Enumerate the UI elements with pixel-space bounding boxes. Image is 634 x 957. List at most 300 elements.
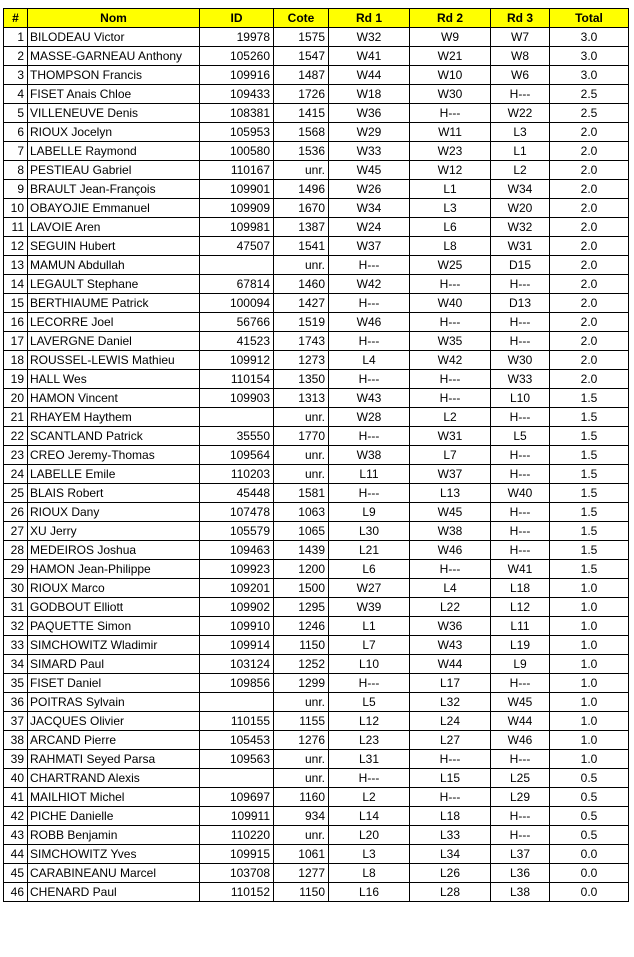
- cell-round-2: W37: [410, 465, 491, 484]
- cell-round-1: W36: [329, 104, 410, 123]
- cell-rating: unr.: [274, 465, 329, 484]
- cell-rank: 30: [4, 579, 28, 598]
- cell-round-3: W8: [491, 47, 550, 66]
- cell-total: 0.0: [550, 883, 629, 902]
- cell-total: 2.5: [550, 85, 629, 104]
- cell-rank: 7: [4, 142, 28, 161]
- cell-round-2: W42: [410, 351, 491, 370]
- cell-rank: 25: [4, 484, 28, 503]
- cell-total: 1.5: [550, 541, 629, 560]
- cell-round-3: H---: [491, 332, 550, 351]
- cell-round-3: H---: [491, 807, 550, 826]
- cell-id: 110203: [200, 465, 274, 484]
- cell-round-1: W44: [329, 66, 410, 85]
- cell-round-2: W43: [410, 636, 491, 655]
- cell-rank: 33: [4, 636, 28, 655]
- cell-rating: 934: [274, 807, 329, 826]
- cell-rank: 31: [4, 598, 28, 617]
- table-row: [4, 199, 629, 218]
- cell-round-1: L1: [329, 617, 410, 636]
- cell-total: 1.5: [550, 522, 629, 541]
- cell-round-1: H---: [329, 294, 410, 313]
- cell-rank: 21: [4, 408, 28, 427]
- cell-rank: 16: [4, 313, 28, 332]
- table-row: [4, 617, 629, 636]
- table-row: [4, 66, 629, 85]
- cell-round-1: W46: [329, 313, 410, 332]
- cell-round-2: L22: [410, 598, 491, 617]
- cell-rank: 38: [4, 731, 28, 750]
- cell-round-2: L27: [410, 731, 491, 750]
- table-row: [4, 370, 629, 389]
- cell-rank: 32: [4, 617, 28, 636]
- cell-total: 2.0: [550, 294, 629, 313]
- cell-total: 3.0: [550, 47, 629, 66]
- cell-name: XU Jerry: [28, 522, 200, 541]
- cell-id: 109563: [200, 750, 274, 769]
- cell-rating: 1743: [274, 332, 329, 351]
- cell-rating: 1500: [274, 579, 329, 598]
- cell-name: MASSE-GARNEAU Anthony: [28, 47, 200, 66]
- cell-total: 1.0: [550, 674, 629, 693]
- cell-rating: 1065: [274, 522, 329, 541]
- cell-round-1: W38: [329, 446, 410, 465]
- cell-rating: 1770: [274, 427, 329, 446]
- cell-id: 110220: [200, 826, 274, 845]
- cell-rating: unr.: [274, 446, 329, 465]
- cell-rank: 44: [4, 845, 28, 864]
- cell-round-2: H---: [410, 560, 491, 579]
- cell-rank: 34: [4, 655, 28, 674]
- cell-round-2: L26: [410, 864, 491, 883]
- cell-total: 1.0: [550, 617, 629, 636]
- cell-round-3: L19: [491, 636, 550, 655]
- cell-round-2: W40: [410, 294, 491, 313]
- cell-round-3: H---: [491, 85, 550, 104]
- cell-round-3: L5: [491, 427, 550, 446]
- header-row: [4, 9, 629, 28]
- cell-rank: 9: [4, 180, 28, 199]
- table-row: [4, 104, 629, 123]
- cell-round-1: W39: [329, 598, 410, 617]
- cell-name: PICHE Danielle: [28, 807, 200, 826]
- cell-total: 1.0: [550, 750, 629, 769]
- cell-rating: 1160: [274, 788, 329, 807]
- cell-id: 100094: [200, 294, 274, 313]
- cell-rating: unr.: [274, 256, 329, 275]
- cell-rank: 1: [4, 28, 28, 47]
- table-row: [4, 85, 629, 104]
- cell-name: ROBB Benjamin: [28, 826, 200, 845]
- cell-id: [200, 769, 274, 788]
- col-header-rank: #: [4, 9, 28, 28]
- cell-round-3: W20: [491, 199, 550, 218]
- table-row: [4, 845, 629, 864]
- cell-name: MEDEIROS Joshua: [28, 541, 200, 560]
- cell-rank: 24: [4, 465, 28, 484]
- cell-round-3: W6: [491, 66, 550, 85]
- table-row: [4, 541, 629, 560]
- cell-id: 109981: [200, 218, 274, 237]
- cell-round-1: H---: [329, 484, 410, 503]
- cell-total: 1.5: [550, 427, 629, 446]
- table-row: [4, 693, 629, 712]
- cell-round-2: L8: [410, 237, 491, 256]
- cell-id: 109697: [200, 788, 274, 807]
- cell-round-3: L18: [491, 579, 550, 598]
- cell-total: 1.0: [550, 731, 629, 750]
- cell-round-3: W34: [491, 180, 550, 199]
- cell-round-3: L3: [491, 123, 550, 142]
- table-row: [4, 674, 629, 693]
- cell-name: PAQUETTE Simon: [28, 617, 200, 636]
- cell-round-2: L33: [410, 826, 491, 845]
- cell-total: 0.5: [550, 826, 629, 845]
- cell-round-1: H---: [329, 769, 410, 788]
- table-row: [4, 503, 629, 522]
- cell-total: 2.0: [550, 180, 629, 199]
- cell-round-1: H---: [329, 427, 410, 446]
- cell-rating: 1581: [274, 484, 329, 503]
- table-row: [4, 826, 629, 845]
- cell-total: 2.0: [550, 313, 629, 332]
- cell-rating: 1427: [274, 294, 329, 313]
- cell-round-1: W32: [329, 28, 410, 47]
- table-row: [4, 275, 629, 294]
- cell-name: BLAIS Robert: [28, 484, 200, 503]
- cell-total: 2.0: [550, 237, 629, 256]
- cell-name: LABELLE Raymond: [28, 142, 200, 161]
- cell-round-1: L6: [329, 560, 410, 579]
- cell-total: 0.5: [550, 788, 629, 807]
- cell-rank: 42: [4, 807, 28, 826]
- cell-id: 109463: [200, 541, 274, 560]
- cell-round-3: L2: [491, 161, 550, 180]
- cell-round-1: L21: [329, 541, 410, 560]
- cell-rank: 41: [4, 788, 28, 807]
- cell-id: 109856: [200, 674, 274, 693]
- cell-round-2: H---: [410, 788, 491, 807]
- cell-id: 67814: [200, 275, 274, 294]
- cell-rating: 1155: [274, 712, 329, 731]
- cell-total: 1.0: [550, 712, 629, 731]
- cell-rating: 1670: [274, 199, 329, 218]
- cell-id: [200, 408, 274, 427]
- cell-rank: 37: [4, 712, 28, 731]
- cell-round-3: L38: [491, 883, 550, 902]
- cell-name: RIOUX Jocelyn: [28, 123, 200, 142]
- cell-total: 3.0: [550, 66, 629, 85]
- cell-id: 109433: [200, 85, 274, 104]
- cell-id: 105260: [200, 47, 274, 66]
- cell-rank: 6: [4, 123, 28, 142]
- cell-rating: 1246: [274, 617, 329, 636]
- cell-total: 2.0: [550, 142, 629, 161]
- table-row: [4, 351, 629, 370]
- table-row: [4, 237, 629, 256]
- cell-round-1: H---: [329, 332, 410, 351]
- cell-round-2: W25: [410, 256, 491, 275]
- table-row: [4, 389, 629, 408]
- table-row: [4, 142, 629, 161]
- cell-id: 109201: [200, 579, 274, 598]
- cell-name: LAVERGNE Daniel: [28, 332, 200, 351]
- cell-total: 3.0: [550, 28, 629, 47]
- cell-round-1: W26: [329, 180, 410, 199]
- cell-rank: 39: [4, 750, 28, 769]
- cell-total: 0.0: [550, 864, 629, 883]
- cell-rank: 43: [4, 826, 28, 845]
- cell-name: LABELLE Emile: [28, 465, 200, 484]
- cell-round-3: L9: [491, 655, 550, 674]
- cell-round-3: W33: [491, 370, 550, 389]
- cell-rating: 1150: [274, 636, 329, 655]
- cell-round-2: W31: [410, 427, 491, 446]
- cell-id: 108381: [200, 104, 274, 123]
- cell-id: 109915: [200, 845, 274, 864]
- table-row: [4, 598, 629, 617]
- cell-id: 109910: [200, 617, 274, 636]
- cell-id: 109911: [200, 807, 274, 826]
- cell-round-1: L11: [329, 465, 410, 484]
- cell-rating: unr.: [274, 408, 329, 427]
- table-row: [4, 161, 629, 180]
- cell-round-1: L8: [329, 864, 410, 883]
- cell-round-3: W31: [491, 237, 550, 256]
- cell-round-3: L29: [491, 788, 550, 807]
- cell-id: 109916: [200, 66, 274, 85]
- cell-round-2: L17: [410, 674, 491, 693]
- cell-round-3: L10: [491, 389, 550, 408]
- cell-name: HAMON Jean-Philippe: [28, 560, 200, 579]
- cell-round-1: W34: [329, 199, 410, 218]
- cell-round-1: L2: [329, 788, 410, 807]
- cell-rank: 35: [4, 674, 28, 693]
- cell-id: 109914: [200, 636, 274, 655]
- cell-rating: 1387: [274, 218, 329, 237]
- cell-rating: 1299: [274, 674, 329, 693]
- col-header-round-3: Rd 3: [491, 9, 550, 28]
- table-row: [4, 123, 629, 142]
- cell-rating: 1277: [274, 864, 329, 883]
- cell-name: GODBOUT Elliott: [28, 598, 200, 617]
- cell-id: 109564: [200, 446, 274, 465]
- cell-round-2: W12: [410, 161, 491, 180]
- cell-rank: 22: [4, 427, 28, 446]
- cell-round-2: L7: [410, 446, 491, 465]
- cell-name: CHENARD Paul: [28, 883, 200, 902]
- cell-name: CARABINEANU Marcel: [28, 864, 200, 883]
- cell-rank: 19: [4, 370, 28, 389]
- cell-name: POITRAS Sylvain: [28, 693, 200, 712]
- cell-total: 1.5: [550, 465, 629, 484]
- cell-id: 109912: [200, 351, 274, 370]
- cell-round-1: L9: [329, 503, 410, 522]
- cell-round-2: W11: [410, 123, 491, 142]
- col-header-total: Total: [550, 9, 629, 28]
- table-row: [4, 636, 629, 655]
- cell-round-3: L11: [491, 617, 550, 636]
- cell-round-3: H---: [491, 408, 550, 427]
- cell-round-3: L12: [491, 598, 550, 617]
- cell-round-3: H---: [491, 674, 550, 693]
- cell-name: LECORRE Joel: [28, 313, 200, 332]
- cell-round-3: H---: [491, 313, 550, 332]
- cell-rating: 1568: [274, 123, 329, 142]
- cell-id: 109902: [200, 598, 274, 617]
- cell-rating: 1726: [274, 85, 329, 104]
- col-header-name: Nom: [28, 9, 200, 28]
- cell-id: 110152: [200, 883, 274, 902]
- cell-id: [200, 256, 274, 275]
- cell-round-2: H---: [410, 389, 491, 408]
- table-row: [4, 560, 629, 579]
- cell-rank: 11: [4, 218, 28, 237]
- cell-rating: 1460: [274, 275, 329, 294]
- cell-round-3: W46: [491, 731, 550, 750]
- cell-rating: 1496: [274, 180, 329, 199]
- cell-round-2: W44: [410, 655, 491, 674]
- table-row: [4, 484, 629, 503]
- cell-rating: 1487: [274, 66, 329, 85]
- cell-name: SIMARD Paul: [28, 655, 200, 674]
- cell-rank: 18: [4, 351, 28, 370]
- table-row: [4, 180, 629, 199]
- cell-name: ROUSSEL-LEWIS Mathieu: [28, 351, 200, 370]
- cell-round-1: H---: [329, 256, 410, 275]
- cell-round-1: L10: [329, 655, 410, 674]
- cell-round-2: W9: [410, 28, 491, 47]
- cell-round-3: W32: [491, 218, 550, 237]
- col-header-id: ID: [200, 9, 274, 28]
- table-row: [4, 788, 629, 807]
- cell-round-2: H---: [410, 750, 491, 769]
- cell-id: 110154: [200, 370, 274, 389]
- table-row: [4, 427, 629, 446]
- cell-rank: 13: [4, 256, 28, 275]
- cell-name: CREO Jeremy-Thomas: [28, 446, 200, 465]
- cell-round-1: W45: [329, 161, 410, 180]
- cell-rating: 1439: [274, 541, 329, 560]
- cell-round-1: L12: [329, 712, 410, 731]
- cell-total: 2.0: [550, 275, 629, 294]
- cell-round-3: D13: [491, 294, 550, 313]
- cell-total: 1.0: [550, 598, 629, 617]
- cell-rank: 8: [4, 161, 28, 180]
- cell-round-2: H---: [410, 275, 491, 294]
- table-body: [4, 28, 629, 902]
- cell-round-3: H---: [491, 465, 550, 484]
- cell-total: 1.5: [550, 560, 629, 579]
- cell-round-2: L34: [410, 845, 491, 864]
- cell-total: 1.0: [550, 636, 629, 655]
- cell-rank: 14: [4, 275, 28, 294]
- cell-round-1: L5: [329, 693, 410, 712]
- cell-rank: 4: [4, 85, 28, 104]
- cell-id: 105953: [200, 123, 274, 142]
- cell-name: FISET Daniel: [28, 674, 200, 693]
- cell-rank: 5: [4, 104, 28, 123]
- cell-name: HALL Wes: [28, 370, 200, 389]
- cell-round-2: H---: [410, 104, 491, 123]
- cell-id: 105579: [200, 522, 274, 541]
- cell-total: 2.0: [550, 161, 629, 180]
- cell-round-3: L1: [491, 142, 550, 161]
- cell-rank: 27: [4, 522, 28, 541]
- cell-id: 109909: [200, 199, 274, 218]
- cell-id: 110167: [200, 161, 274, 180]
- cell-rating: 1273: [274, 351, 329, 370]
- cell-round-1: L7: [329, 636, 410, 655]
- col-header-rating: Cote: [274, 9, 329, 28]
- cell-total: 1.5: [550, 446, 629, 465]
- cell-rank: 17: [4, 332, 28, 351]
- table-row: [4, 864, 629, 883]
- cell-round-3: W40: [491, 484, 550, 503]
- cell-rank: 20: [4, 389, 28, 408]
- table-row: [4, 883, 629, 902]
- cell-rank: 45: [4, 864, 28, 883]
- cell-total: 1.0: [550, 693, 629, 712]
- cell-round-2: W36: [410, 617, 491, 636]
- cell-round-2: L6: [410, 218, 491, 237]
- cell-id: 109903: [200, 389, 274, 408]
- table-row: [4, 47, 629, 66]
- cell-round-1: H---: [329, 674, 410, 693]
- cell-rating: 1061: [274, 845, 329, 864]
- cell-id: 105453: [200, 731, 274, 750]
- cell-rating: 1276: [274, 731, 329, 750]
- cell-name: BILODEAU Victor: [28, 28, 200, 47]
- cell-name: RIOUX Marco: [28, 579, 200, 598]
- cell-rating: unr.: [274, 693, 329, 712]
- cell-round-3: W45: [491, 693, 550, 712]
- cell-id: 45448: [200, 484, 274, 503]
- cell-round-3: L37: [491, 845, 550, 864]
- cell-round-1: L31: [329, 750, 410, 769]
- table-row: [4, 313, 629, 332]
- table-row: [4, 218, 629, 237]
- cell-round-3: L36: [491, 864, 550, 883]
- cell-round-1: W29: [329, 123, 410, 142]
- cell-rank: 40: [4, 769, 28, 788]
- cell-round-1: L20: [329, 826, 410, 845]
- cell-round-3: H---: [491, 503, 550, 522]
- cell-rating: 1313: [274, 389, 329, 408]
- cell-id: [200, 693, 274, 712]
- cell-rating: unr.: [274, 161, 329, 180]
- cell-id: 103124: [200, 655, 274, 674]
- cell-round-1: L30: [329, 522, 410, 541]
- cell-round-2: W21: [410, 47, 491, 66]
- cell-rank: 29: [4, 560, 28, 579]
- cell-round-3: H---: [491, 750, 550, 769]
- table-row: [4, 256, 629, 275]
- cell-rating: 1519: [274, 313, 329, 332]
- cell-round-3: W41: [491, 560, 550, 579]
- cell-name: RAHMATI Seyed Parsa: [28, 750, 200, 769]
- cell-name: SEGUIN Hubert: [28, 237, 200, 256]
- cell-round-3: H---: [491, 446, 550, 465]
- cell-round-2: L24: [410, 712, 491, 731]
- cell-total: 0.0: [550, 845, 629, 864]
- cell-rating: 1063: [274, 503, 329, 522]
- cell-total: 2.0: [550, 199, 629, 218]
- cell-round-2: L13: [410, 484, 491, 503]
- cell-name: JACQUES Olivier: [28, 712, 200, 731]
- cell-total: 1.5: [550, 503, 629, 522]
- standings-table: [3, 8, 629, 902]
